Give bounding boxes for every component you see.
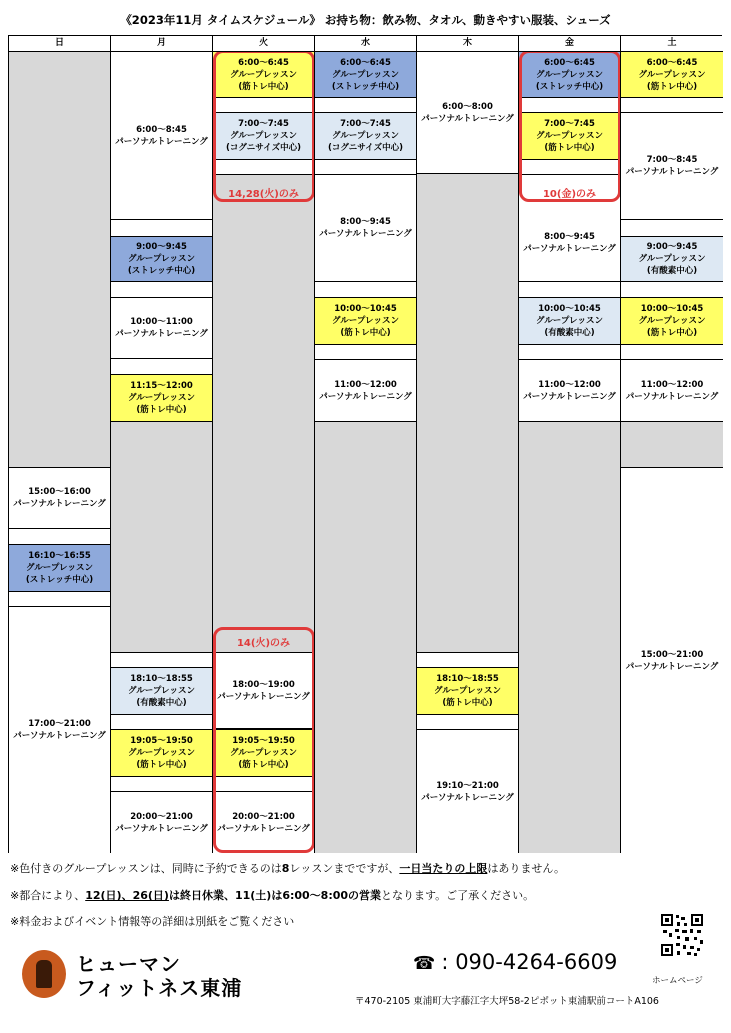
brand-logo — [22, 950, 66, 998]
column-tue — [213, 52, 315, 853]
session-cell: 10:00～10:45 グループレッスン (筋トレ中心) — [315, 297, 416, 345]
day-header-sat: 土 — [621, 36, 723, 52]
session-cell: 17:00～21:00 パーソナルトレーニング — [9, 606, 110, 853]
session-cell: 6:00～6:45 グループレッスン (筋トレ中心) — [621, 52, 723, 98]
fri-morning-note: 10(金)のみ — [542, 189, 597, 200]
session-cell: 16:10～16:55 グループレッスン (ストレッチ中心) — [9, 544, 110, 592]
session-cell: 11:15～12:00 グループレッスン (筋トレ中心) — [111, 374, 212, 422]
homepage-label: ホームページ — [652, 976, 703, 986]
schedule-grid — [8, 35, 722, 853]
column-sat — [621, 52, 723, 853]
column-sun — [9, 52, 111, 853]
session-cell: 9:00～9:45 グループレッスン (ストレッチ中心) — [111, 236, 212, 282]
session-cell: 19:10～21:00 パーソナルトレーニング — [417, 729, 518, 853]
session-cell: 6:00～8:45 パーソナルトレーニング — [111, 52, 212, 220]
phone-number[interactable]: ☎ : 090-4264-6609 — [413, 950, 618, 974]
column-fri — [519, 52, 621, 853]
session-cell: 18:10～18:55 グループレッスン (有酸素中心) — [111, 667, 212, 715]
day-header-tue: 火 — [213, 36, 315, 52]
address: 〒470-2105 東浦町大字藤江字大坪58-2ピボット東浦駅前コートA106 — [355, 996, 659, 1007]
session-cell: 10:00～10:45 グループレッスン (有酸素中心) — [519, 297, 620, 345]
session-cell: 11:00～12:00 パーソナルトレーニング — [315, 359, 416, 422]
session-cell: 6:00～8:00 パーソナルトレーニング — [417, 52, 518, 174]
session-cell: 18:00～19:00 パーソナルトレーニング — [213, 652, 314, 729]
session-cell: 6:00～6:45 グループレッスン (ストレッチ中心) — [315, 52, 416, 98]
brand-name: ヒューマン フィットネス東浦 — [76, 952, 243, 1000]
day-header-wed: 水 — [315, 36, 417, 52]
session-cell: 8:00～9:45 パーソナルトレーニング — [315, 174, 416, 282]
column-wed — [315, 52, 417, 853]
session-cell: 20:00～21:00 パーソナルトレーニング — [213, 791, 314, 853]
day-header-sun: 日 — [9, 36, 111, 52]
day-header-thu: 木 — [417, 36, 519, 52]
page-title: 《2023年11月 タイムスケジュール》 お持ち物：飲み物、タオル、動きやすい服装、シューズ — [120, 13, 611, 27]
day-header-fri: 金 — [519, 36, 621, 52]
session-cell: 7:00～7:45 グループレッスン (コグニサイズ中心) — [315, 112, 416, 160]
session-cell: 7:00～8:45 パーソナルトレーニング — [621, 112, 723, 220]
session-cell: 6:00～6:45 グループレッスン (ストレッチ中心) — [519, 52, 620, 98]
session-cell: 11:00～12:00 パーソナルトレーニング — [519, 359, 620, 422]
runner-figure-icon — [36, 960, 52, 988]
session-cell: 8:00～9:45 パーソナルトレーニング — [519, 205, 620, 282]
note-reservation-limit: ※色付きのグループレッスンは、同時に予約できるのは8レッスンまでですが、一日当たりの上限はありません。 — [10, 862, 566, 875]
qr-code[interactable] — [660, 913, 704, 957]
session-cell: 10:00～10:45 グループレッスン (筋トレ中心) — [621, 297, 723, 345]
session-cell: 6:00～6:45 グループレッスン (筋トレ中心) — [213, 52, 314, 98]
note-details: ※料金およびイベント情報等の詳細は別紙をご覧ください — [10, 915, 295, 928]
session-cell: 15:00～16:00 パーソナルトレーニング — [9, 467, 110, 529]
session-cell: 7:00～7:45 グループレッスン (筋トレ中心) — [519, 112, 620, 160]
session-cell: 9:00～9:45 グループレッスン (有酸素中心) — [621, 236, 723, 282]
session-cell: 11:00～12:00 パーソナルトレーニング — [621, 359, 723, 422]
session-cell: 19:05～19:50 グループレッスン (筋トレ中心) — [213, 729, 314, 777]
column-mon — [111, 52, 213, 853]
session-cell: 18:10～18:55 グループレッスン (筋トレ中心) — [417, 667, 518, 715]
session-cell: 10:00～11:00 パーソナルトレーニング — [111, 297, 212, 359]
session-cell: 15:00～21:00 パーソナルトレーニング — [621, 467, 723, 853]
column-thu — [417, 52, 519, 853]
phone-icon: ☎ — [413, 953, 436, 974]
day-header-mon: 月 — [111, 36, 213, 52]
session-cell: 7:00～7:45 グループレッスン (コグニサイズ中心) — [213, 112, 314, 160]
tue-evening-note: 14(火)のみ — [236, 638, 291, 649]
session-cell: 19:05～19:50 グループレッスン (筋トレ中心) — [111, 729, 212, 777]
tue-morning-note: 14,28(火)のみ — [228, 189, 299, 200]
session-cell: 20:00～21:00 パーソナルトレーニング — [111, 791, 212, 853]
note-closures: ※都合により、12(日)、26(日)は終日休業、11(土)は6:00～8:00の営業となります。ご了承ください。 — [10, 889, 535, 902]
